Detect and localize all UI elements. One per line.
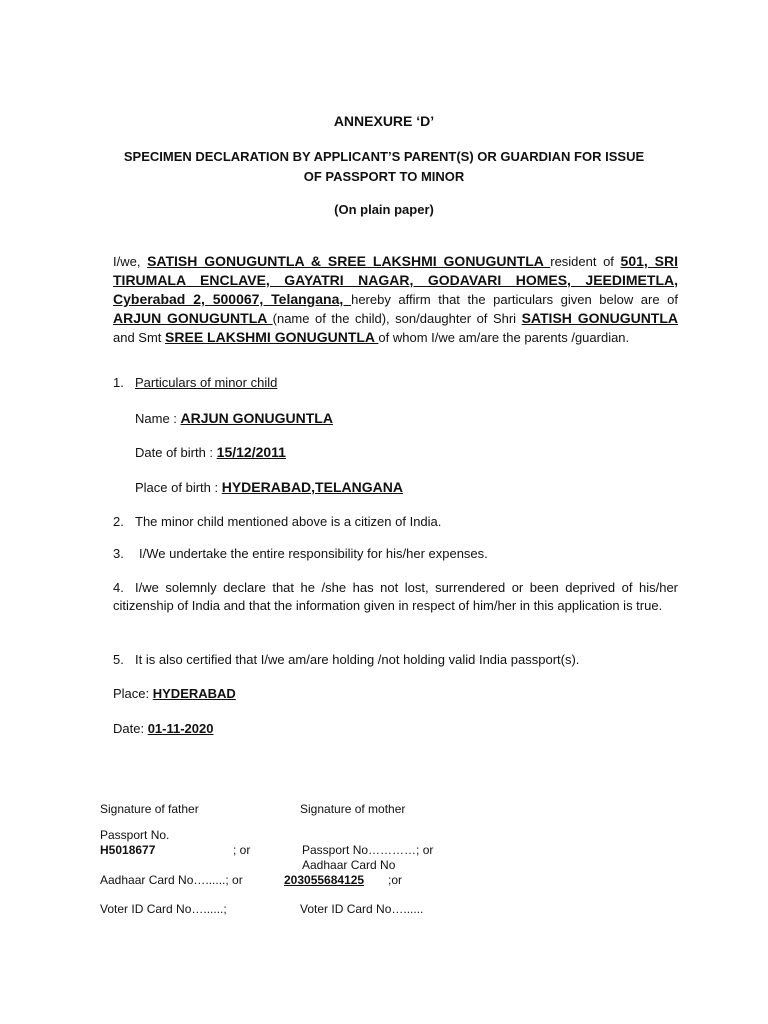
name-value: ARJUN GONUGUNTLA bbox=[180, 410, 333, 426]
father-voter-id: Voter ID Card No…......; bbox=[100, 902, 227, 916]
place-label: Place: bbox=[113, 686, 153, 701]
item-2 bbox=[113, 513, 441, 531]
declaration-title bbox=[0, 147, 768, 187]
mother-voter-id: Voter ID Card No…...... bbox=[300, 902, 424, 916]
intro-affirm: hereby affirm that the particulars given below are of bbox=[351, 292, 678, 307]
dob-label: Date of birth : bbox=[135, 445, 217, 460]
item-4 bbox=[113, 579, 678, 615]
father-name: SATISH GONUGUNTLA bbox=[521, 310, 679, 326]
title-line-2: OF PASSPORT TO MINOR bbox=[303, 169, 465, 184]
place-line bbox=[113, 685, 236, 703]
date-label: Date: bbox=[113, 721, 148, 736]
item-3-text: I/We undertake the entire responsibility for his/her expenses. bbox=[139, 546, 488, 561]
address: 501, SRI TIRUMALA ENCLAVE, GAYATRI NAGAR, GODAVARI HOMES, JEEDIMETLA, Cyberabad 2, 500067, Telangana, bbox=[113, 253, 678, 307]
father-passport-label: Passport No. bbox=[100, 828, 170, 842]
mother-signature-label: Signature of mother bbox=[300, 802, 406, 816]
item-2-text: The minor child mentioned above is a citizen of India. bbox=[135, 514, 442, 529]
dob-line bbox=[135, 443, 286, 462]
annexure-heading: ANNEXURE ‘D’ bbox=[333, 113, 435, 129]
item-1 bbox=[113, 374, 277, 392]
mother-aadhaar-value-line bbox=[284, 873, 402, 888]
child-name-line bbox=[135, 409, 333, 428]
title-line-1: SPECIMEN DECLARATION BY APPLICANT’S PARENT(S) OR GUARDIAN FOR ISSUE bbox=[123, 149, 645, 164]
father-passport-value bbox=[100, 843, 155, 858]
item-4-number: 4. bbox=[113, 580, 124, 595]
name-label: Name : bbox=[135, 411, 181, 426]
mother-aadhaar-number: 203055684125 bbox=[284, 873, 365, 887]
pob-line bbox=[135, 478, 403, 497]
child-name: ARJUN GONUGUNTLA bbox=[113, 310, 273, 326]
intro-name-note: (name of the child), son/daughter of Shri bbox=[272, 311, 522, 326]
item-3 bbox=[113, 545, 488, 563]
place-value: HYDERABAD bbox=[152, 686, 236, 701]
item-4-text: I/we solemnly declare that he /she has not lost, surrendered or been deprived of his/her citizenship of India and that the information given in respect of him/her in this application is true. bbox=[113, 580, 678, 613]
father-signature-label: Signature of father bbox=[100, 802, 199, 816]
parents-names: SATISH GONUGUNTLA & SREE LAKSHMI GONUGUNTLA bbox=[147, 253, 551, 269]
dob-value: 15/12/2011 bbox=[216, 444, 286, 460]
intro-paragraph bbox=[113, 252, 678, 347]
intro-prefix: I/we, bbox=[113, 254, 148, 269]
mother-passport: Passport No…………; or bbox=[302, 843, 434, 857]
intro-and-smt: and Smt bbox=[113, 330, 166, 345]
father-passport-or: ; or bbox=[233, 843, 251, 857]
item-5-text: It is also certified that I/we am/are holding /not holding valid India passport(s). bbox=[135, 652, 580, 667]
plain-paper-note: (On plain paper) bbox=[334, 202, 434, 217]
date-value: 01-11-2020 bbox=[147, 721, 214, 736]
intro-suffix: of whom I/we am/are the parents /guardian. bbox=[378, 330, 630, 345]
item-5-number: 5. bbox=[113, 652, 124, 667]
intro-resident: resident of bbox=[550, 254, 621, 269]
mother-aadhaar-label: Aadhaar Card No bbox=[302, 858, 396, 872]
date-line bbox=[113, 720, 213, 738]
pob-value: HYDERABAD,TELANGANA bbox=[221, 479, 403, 495]
mother-name: SREE LAKSHMI GONUGUNTLA bbox=[165, 329, 379, 345]
father-aadhaar: Aadhaar Card No…......; or bbox=[100, 873, 243, 887]
pob-label: Place of birth : bbox=[135, 480, 222, 495]
item-1-number: 1. bbox=[113, 375, 124, 390]
item-5 bbox=[113, 651, 579, 669]
item-2-number: 2. bbox=[113, 514, 124, 529]
item-3-number: 3. bbox=[113, 546, 124, 561]
father-passport-number: H5018677 bbox=[100, 843, 156, 857]
item-1-text: Particulars of minor child bbox=[135, 375, 278, 390]
mother-aadhaar-or: ;or bbox=[388, 873, 403, 887]
